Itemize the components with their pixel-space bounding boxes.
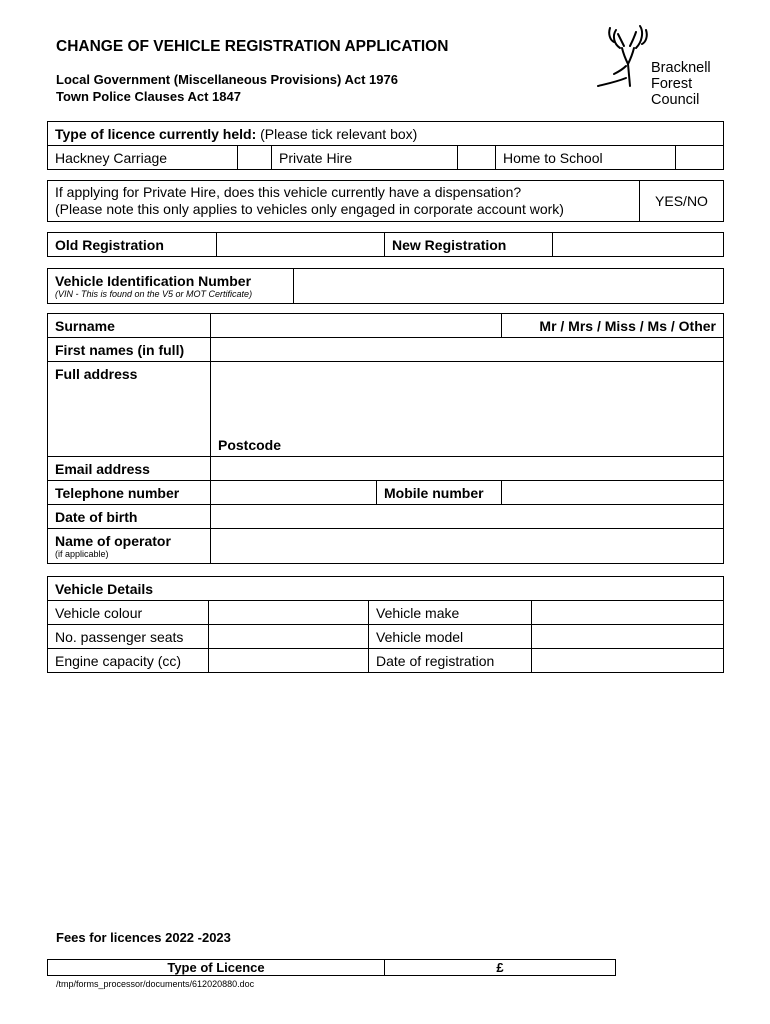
passenger-seats-label: No. passenger seats: [48, 625, 209, 649]
stag-icon: [596, 20, 656, 100]
private-hire-tick-box[interactable]: [458, 146, 496, 170]
new-registration-label: New Registration: [385, 233, 553, 257]
email-field[interactable]: [211, 457, 724, 481]
mobile-label: Mobile number: [377, 481, 502, 505]
act-line-1: Local Government (Miscellaneous Provisions) Act 1976: [56, 72, 398, 87]
old-registration-label: Old Registration: [48, 233, 217, 257]
licence-option-private-hire: Private Hire: [272, 146, 458, 170]
logo-text-line-2: Forest: [651, 76, 693, 92]
telephone-field[interactable]: [211, 481, 377, 505]
mobile-field[interactable]: [502, 481, 724, 505]
title-options[interactable]: Mr / Mrs / Miss / Ms / Other: [502, 314, 724, 338]
fees-column-licence-type: Type of Licence: [48, 960, 385, 976]
vehicle-make-field[interactable]: [532, 601, 724, 625]
surname-label: Surname: [48, 314, 211, 338]
first-names-field[interactable]: [211, 338, 724, 362]
vin-note: (VIN - This is found on the V5 or MOT Certificate): [55, 289, 253, 299]
vehicle-make-label: Vehicle make: [369, 601, 532, 625]
registration-table: [47, 232, 724, 257]
registration-date-label: Date of registration: [369, 649, 532, 673]
engine-capacity-field[interactable]: [209, 649, 369, 673]
dispensation-table: [47, 180, 724, 222]
registration-date-field[interactable]: [532, 649, 724, 673]
licence-option-home-to-school: Home to School: [496, 146, 676, 170]
act-line-2: Town Police Clauses Act 1847: [56, 89, 241, 104]
fees-column-amount: £: [385, 960, 616, 976]
dispensation-question: If applying for Private Hire, does this vehicle currently have a dispensation? (Please note this only applies to vehicles only engaged in corporate account work): [48, 181, 640, 222]
vehicle-model-label: Vehicle model: [369, 625, 532, 649]
licence-type-heading: Type of licence currently held: (Please tick relevant box): [48, 122, 724, 146]
dob-field[interactable]: [211, 505, 724, 529]
vehicle-colour-field[interactable]: [209, 601, 369, 625]
hackney-tick-box[interactable]: [238, 146, 272, 170]
address-label: Full address: [48, 362, 211, 457]
old-registration-field[interactable]: [217, 233, 385, 257]
council-logo: [596, 20, 726, 112]
vehicle-model-field[interactable]: [532, 625, 724, 649]
logo-text-line-3: Council: [651, 92, 700, 108]
vin-table: [47, 268, 724, 304]
fees-heading: Fees for licences 2022 -2023: [56, 930, 231, 945]
home-to-school-tick-box[interactable]: [676, 146, 724, 170]
vin-field[interactable]: [294, 269, 724, 304]
operator-field[interactable]: [211, 529, 724, 564]
postcode-label: Postcode: [218, 437, 282, 453]
telephone-label: Telephone number: [48, 481, 211, 505]
vin-label: Vehicle Identification Number (VIN - This is found on the V5 or MOT Certificate): [48, 269, 294, 304]
surname-field[interactable]: [211, 314, 502, 338]
licence-option-hackney: Hackney Carriage: [48, 146, 238, 170]
first-names-label: First names (in full): [48, 338, 211, 362]
page-title: CHANGE OF VEHICLE REGISTRATION APPLICATION: [56, 38, 449, 55]
email-label: Email address: [48, 457, 211, 481]
fees-table: [47, 959, 616, 976]
engine-capacity-label: Engine capacity (cc): [48, 649, 209, 673]
new-registration-field[interactable]: [553, 233, 724, 257]
passenger-seats-field[interactable]: [209, 625, 369, 649]
address-field[interactable]: [211, 362, 724, 457]
document-path: /tmp/forms_processor/documents/612020880.doc: [56, 979, 255, 989]
vehicle-colour-label: Vehicle colour: [48, 601, 209, 625]
vehicle-details-table: [47, 576, 724, 673]
operator-label: Name of operator (if applicable): [48, 529, 211, 564]
licence-type-table: [47, 121, 724, 170]
vehicle-details-heading: Vehicle Details: [48, 577, 724, 601]
operator-note: (if applicable): [55, 549, 109, 559]
dispensation-answer[interactable]: YES/NO: [640, 181, 724, 222]
logo-text-line-1: Bracknell: [651, 60, 711, 76]
dob-label: Date of birth: [48, 505, 211, 529]
applicant-table: [47, 313, 724, 564]
